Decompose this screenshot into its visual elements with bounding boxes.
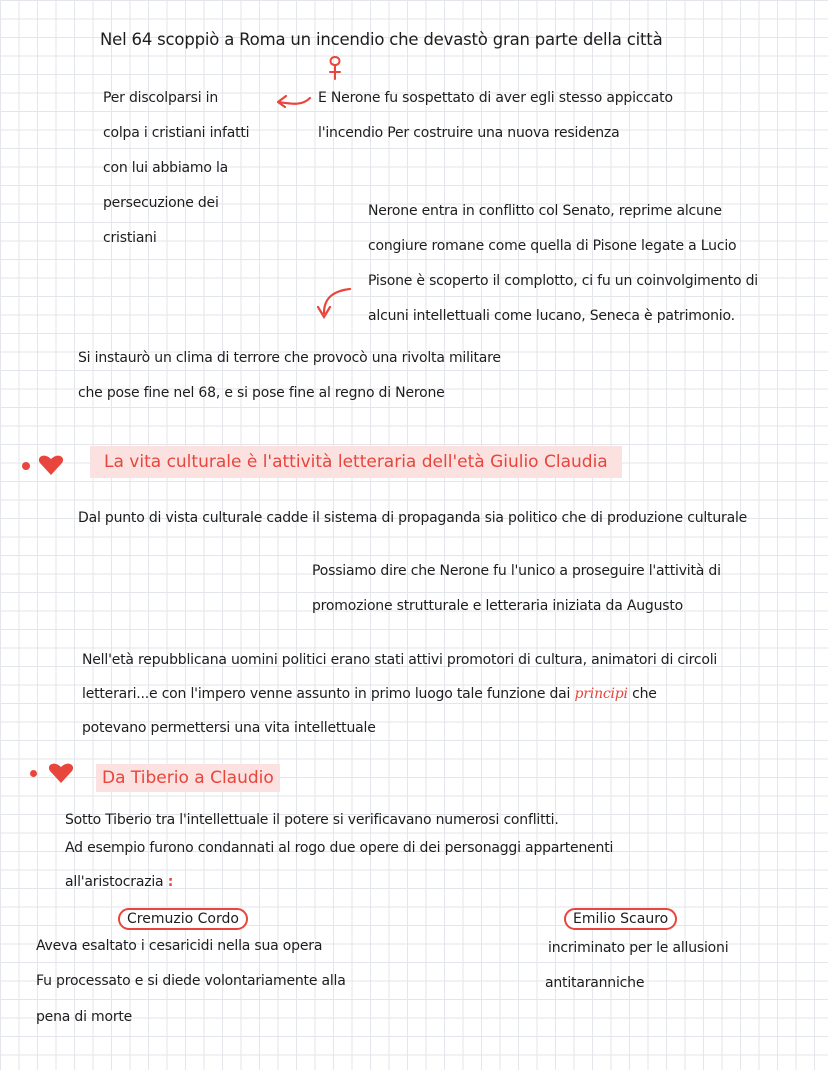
nerone-promotion-line: promozione strutturale e letteraria iniziata da Augusto	[312, 598, 684, 614]
tiberio-line	[65, 874, 173, 890]
republic-line	[82, 686, 657, 702]
terror-line: Si instaurò un clima di terrore che provocò una rivolta militare	[78, 350, 501, 366]
left-arrow-icon	[272, 92, 312, 110]
section-heading-culture: La vita culturale è l'attività letteraria dell'età Giulio Claudia	[90, 446, 622, 478]
emilio-scauro-label: Emilio Scauro	[564, 908, 677, 930]
emilio-line: incriminato per le allusioni	[548, 940, 729, 956]
left-note-line: con lui abbiamo la	[103, 160, 229, 176]
cremuzio-line: Aveva esaltato i cesaricidi nella sua opera	[36, 938, 323, 954]
left-note-line: persecuzione dei	[103, 195, 219, 211]
nerone-suspect-line: l'incendio Per costruire una nuova residenza	[318, 125, 620, 141]
heart-icon	[48, 762, 74, 784]
tiberio-line: Sotto Tiberio tra l'intellettuale il potere si verificavano numerosi conflitti.	[65, 812, 559, 828]
intro-line: Nel 64 scoppiò a Roma un incendio che devastò gran parte della città	[100, 30, 663, 49]
cremuzio-line: Fu processato e si diede volontariamente alla	[36, 973, 346, 989]
republic-line: Nell'età repubblicana uomini politici erano stati attivi promotori di cultura, animatori di circoli	[82, 652, 718, 668]
heart-icon	[38, 454, 64, 476]
nerone-promotion-line: Possiamo dire che Nerone fu l'unico a proseguire l'attività di	[312, 563, 721, 579]
nerone-suspect-line: E Nerone fu sospettato di aver egli stesso appiccato	[318, 90, 673, 106]
left-note-line: colpa i cristiani infatti	[103, 125, 250, 141]
colon-mark: :	[167, 874, 174, 890]
left-note-line: cristiani	[103, 230, 157, 246]
tiberio-line: Ad esempio furono condannati al rogo due opere di dei personaggi appartenenti	[65, 840, 614, 856]
republic-line: potevano permettersi una vita intellettuale	[82, 720, 376, 736]
curved-arrow-icon	[312, 285, 354, 321]
senate-line: alcuni intellettuali come lucano, Seneca è patrimonio.	[368, 308, 735, 324]
bullet-dot	[30, 770, 37, 777]
senate-line: congiure romane come quella di Pisone legate a Lucio	[368, 238, 737, 254]
terror-line: che pose fine nel 68, e si pose fine al regno di Nerone	[78, 385, 445, 401]
section-heading-tiberio: Da Tiberio a Claudio	[96, 764, 280, 792]
republic-text: che	[632, 686, 657, 702]
cremuzio-line: pena di morte	[36, 1009, 133, 1025]
republic-text: letterari...e con l'impero venne assunto in primo luogo tale funzione dai	[82, 686, 571, 702]
principi-word: principi	[574, 686, 628, 702]
left-note-line: Per discolparsi in	[103, 90, 219, 106]
down-arrow-icon	[325, 55, 345, 81]
culture-paragraph: Dal punto di vista culturale cadde il sistema di propaganda sia politico che di produzione culturale	[78, 510, 748, 526]
senate-line: Pisone è scoperto il complotto, ci fu un coinvolgimento di	[368, 273, 758, 289]
emilio-line: antitaranniche	[545, 975, 645, 991]
tiberio-text: all'aristocrazia	[65, 874, 164, 890]
senate-line: Nerone entra in conflitto col Senato, reprime alcune	[368, 203, 722, 219]
bullet-dot	[22, 462, 30, 470]
cremuzio-cordo-label: Cremuzio Cordo	[118, 908, 248, 930]
